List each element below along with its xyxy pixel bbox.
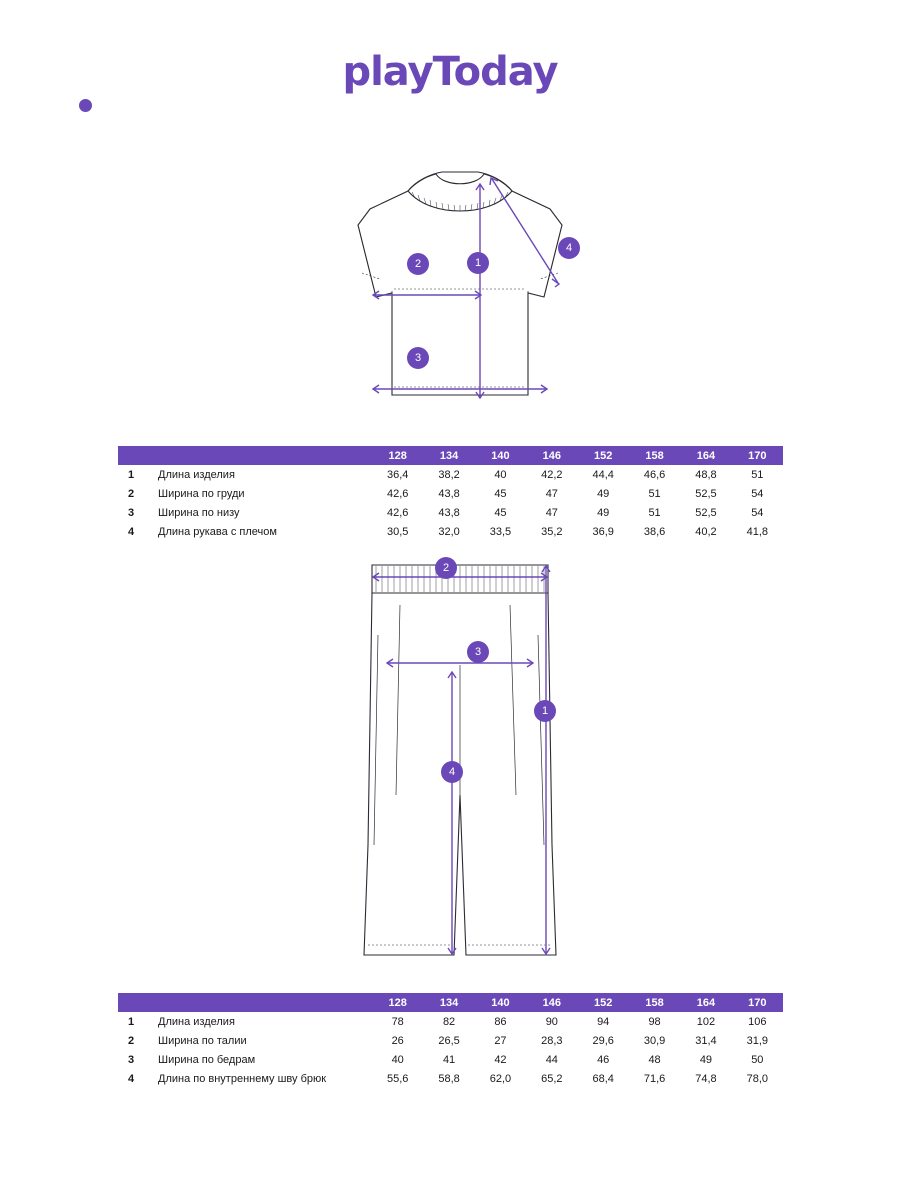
cell: 52,5 [695,506,717,519]
row-num: 3 [127,506,135,519]
pants-callout-1: 1 [534,700,556,722]
cell: 82 [442,1015,456,1028]
cell: 43,8 [438,506,460,519]
table-header-row [118,993,783,1012]
row-num: 1 [127,468,135,481]
pants-illustration [300,545,620,975]
cell: 46,6 [643,468,666,481]
pants-callout-2: 2 [435,557,457,579]
cell: 55,6 [386,1072,409,1085]
tshirt-measure-arrows [300,165,620,415]
cell: 58,8 [438,1072,460,1085]
pants-measure-arrows [300,545,620,975]
pants-size-table [118,993,783,1088]
header-size-128: 128 [388,996,407,1009]
cell: 98 [648,1015,661,1028]
header-size-140: 140 [491,996,510,1009]
cell: 43,8 [438,487,460,500]
table-header-row [118,446,783,465]
cell: 71,6 [643,1072,666,1085]
cell: 102 [696,1015,716,1028]
cell: 41 [442,1053,456,1066]
cell: 33,5 [489,525,512,538]
cell: 44 [545,1053,558,1066]
header-size-146: 146 [542,996,561,1009]
table-row [118,1069,783,1088]
cell: 36,4 [386,468,409,481]
brand-logo [0,49,900,95]
header-size-164: 164 [696,996,716,1009]
table-row [118,503,783,522]
cell: 49 [699,1053,713,1066]
row-label: Ширина по низу [158,506,240,519]
header-size-146: 146 [542,449,561,462]
cell: 36,9 [592,525,614,538]
cell: 48 [648,1053,661,1066]
table-row [118,1012,783,1031]
header-size-170: 170 [748,996,767,1009]
cell: 54 [751,506,764,519]
table-row [118,1050,783,1069]
cell: 50 [751,1053,764,1066]
header-size-134: 134 [439,996,459,1009]
cell: 29,6 [592,1034,614,1047]
cell: 42 [494,1053,507,1066]
cell: 42,6 [386,487,409,500]
cell: 30,5 [386,525,409,538]
cell: 45 [494,487,507,500]
header-size-158: 158 [645,996,664,1009]
cell: 31,9 [746,1034,769,1047]
cell: 49 [597,506,610,519]
header-size-170: 170 [748,449,767,462]
cell: 54 [751,487,764,500]
cell: 31,4 [695,1034,717,1047]
cell: 65,2 [541,1072,563,1085]
row-num: 2 [127,487,135,500]
cell: 68,4 [592,1072,614,1085]
cell: 28,3 [541,1034,563,1047]
row-num: 1 [127,1015,135,1028]
cell: 86 [494,1015,507,1028]
tshirt-callout-4: 4 [558,237,580,259]
row-label: Длина рукава с плечом [158,525,277,538]
cell: 40 [391,1053,404,1066]
cell: 26,5 [438,1034,460,1047]
cell: 42,6 [386,506,409,519]
cell: 90 [545,1015,558,1028]
tshirt-callout-3: 3 [407,347,429,369]
logo-dot-icon [79,99,92,112]
cell: 38,6 [643,525,666,538]
cell: 41,8 [746,525,769,538]
row-num: 3 [127,1053,135,1066]
row-num: 4 [127,525,135,538]
pants-callout-3: 3 [467,641,489,663]
cell: 51 [648,506,661,519]
cell: 26 [391,1034,404,1047]
header-size-140: 140 [491,449,510,462]
row-num: 4 [127,1072,135,1085]
cell: 40,2 [695,525,717,538]
pants-callout-4: 4 [441,761,463,783]
header-size-164: 164 [696,449,716,462]
table-row [118,465,783,484]
cell: 51 [648,487,661,500]
cell: 94 [597,1015,610,1028]
header-size-152: 152 [594,449,613,462]
cell: 49 [597,487,610,500]
cell: 78 [391,1015,404,1028]
cell: 44,4 [592,468,614,481]
top-size-table [118,446,783,541]
cell: 40 [494,468,507,481]
row-label: Длина изделия [158,468,235,481]
tshirt-illustration [300,165,620,415]
brand-logo-text: playToday [342,49,558,95]
cell: 45 [494,506,507,519]
header-size-152: 152 [594,996,613,1009]
cell: 51 [751,468,764,481]
cell: 48,8 [695,468,717,481]
cell: 47 [545,487,558,500]
cell: 35,2 [541,525,563,538]
row-label: Ширина по талии [158,1034,247,1047]
row-num: 2 [127,1034,135,1047]
cell: 74,8 [695,1072,717,1085]
tshirt-callout-1: 1 [467,252,489,274]
cell: 42,2 [541,468,563,481]
cell: 78,0 [746,1072,769,1085]
table-row [118,1031,783,1050]
row-label: Ширина по бедрам [158,1053,256,1066]
cell: 46 [597,1053,610,1066]
table-row [118,484,783,503]
row-label: Длина по внутреннему шву брюк [158,1072,327,1085]
row-label: Длина изделия [158,1015,235,1028]
cell: 32,0 [438,525,460,538]
cell: 106 [748,1015,767,1028]
cell: 38,2 [438,468,460,481]
cell: 30,9 [643,1034,666,1047]
header-size-128: 128 [388,449,407,462]
cell: 47 [545,506,558,519]
cell: 52,5 [695,487,717,500]
table-row [118,522,783,541]
cell: 62,0 [489,1072,512,1085]
cell: 27 [494,1034,507,1047]
header-size-158: 158 [645,449,664,462]
tshirt-callout-2: 2 [407,253,429,275]
row-label: Ширина по груди [158,487,245,500]
header-size-134: 134 [439,449,459,462]
